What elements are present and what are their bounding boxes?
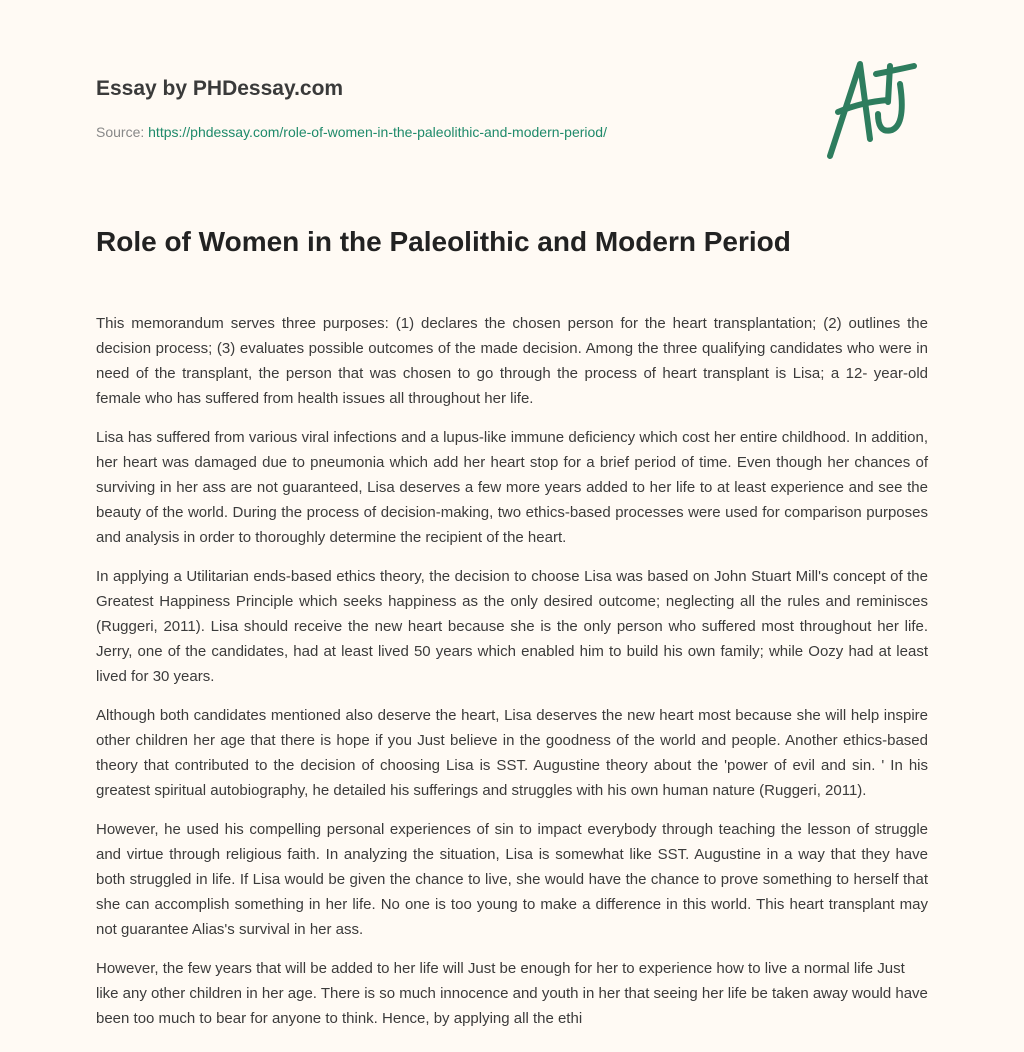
essay-title: Role of Women in the Paleolithic and Modern Period [96,226,791,257]
paragraph: However, the few years that will be added to her life will Just be enough for her to experience how to live a normal life Just like any other children in her age. There is so much innocence and youth in her that seeing her life be taken away would have been too much to bear for anyone to think. Hence, by applying all the ethi [96,960,928,1027]
paragraph: Lisa has suffered from various viral infections and a lupus-like immune deficiency which cost her entire childhood. In addition, her heart was damaged due to pneumonia which add her heart stop for a brief period of time. Even though her chances of surviving in her ass are not guaranteed, Lisa deserves a few more years added to her life to at least experience and see the beauty of the world. During the process of decision-making, two ethics-based processes were used for comparison purposes and analysis in order to thoroughly determine the recipient of the heart. [96,429,928,546]
site-brand: Essay by PHDessay.com [96,77,344,100]
paragraph: However, he used his compelling personal experiences of sin to impact everybody through teaching the lesson of struggle and virtue through religious faith. In analyzing the situation, Lisa is somewhat like SST. Augustine in a way that they have both struggled in life. If Lisa would be given the chance to live, she would have the chance to prove something to herself that she can accomplish something in her life. No one is too young to make a difference in this world. This heart transplant may not guarantee Alias's survival in her ass. [96,821,928,938]
a-plus-logo-icon [822,44,932,164]
essay-body [96,311,928,1045]
source-link[interactable]: https://phdessay.com/role-of-women-in-the-paleolithic-and-modern-period/ [148,124,607,140]
source-label: Source: [96,124,149,140]
paragraph: This memorandum serves three purposes: (1) declares the chosen person for the heart transplantation; (2) outlines the decision process; (3) evaluates possible outcomes of the made decision. Among the three qualifying candidates who were in need of the transplant, the person that was chosen to go through the process of heart transplant is Lisa; a 12- year-old female who has suffered from health issues all throughout her life. [96,315,928,407]
source-line [96,124,607,140]
paragraph: In applying a Utilitarian ends-based ethics theory, the decision to choose Lisa was based on John Stuart Mill's concept of the Greatest Happiness Principle which seeks happiness as the only desired outcome; neglecting all the rules and reminisces (Ruggeri, 2011). Lisa should receive the new heart because she is the only person who suffered most throughout her life. Jerry, one of the candidates, had at least lived 50 years which enabled him to build his own family; while Oozy had at least lived for 30 years. [96,568,928,685]
paragraph: Although both candidates mentioned also deserve the heart, Lisa deserves the new heart most because she will help inspire other children her age that there is hope if you Just believe in the goodness of the world and people. Another ethics-based theory that contributed to the decision of choosing Lisa is SST. Augustine theory about the 'power of evil and sin. ' In his greatest spiritual autobiography, he detailed his sufferings and struggles with his own human nature (Ruggeri, 2011). [96,707,928,799]
